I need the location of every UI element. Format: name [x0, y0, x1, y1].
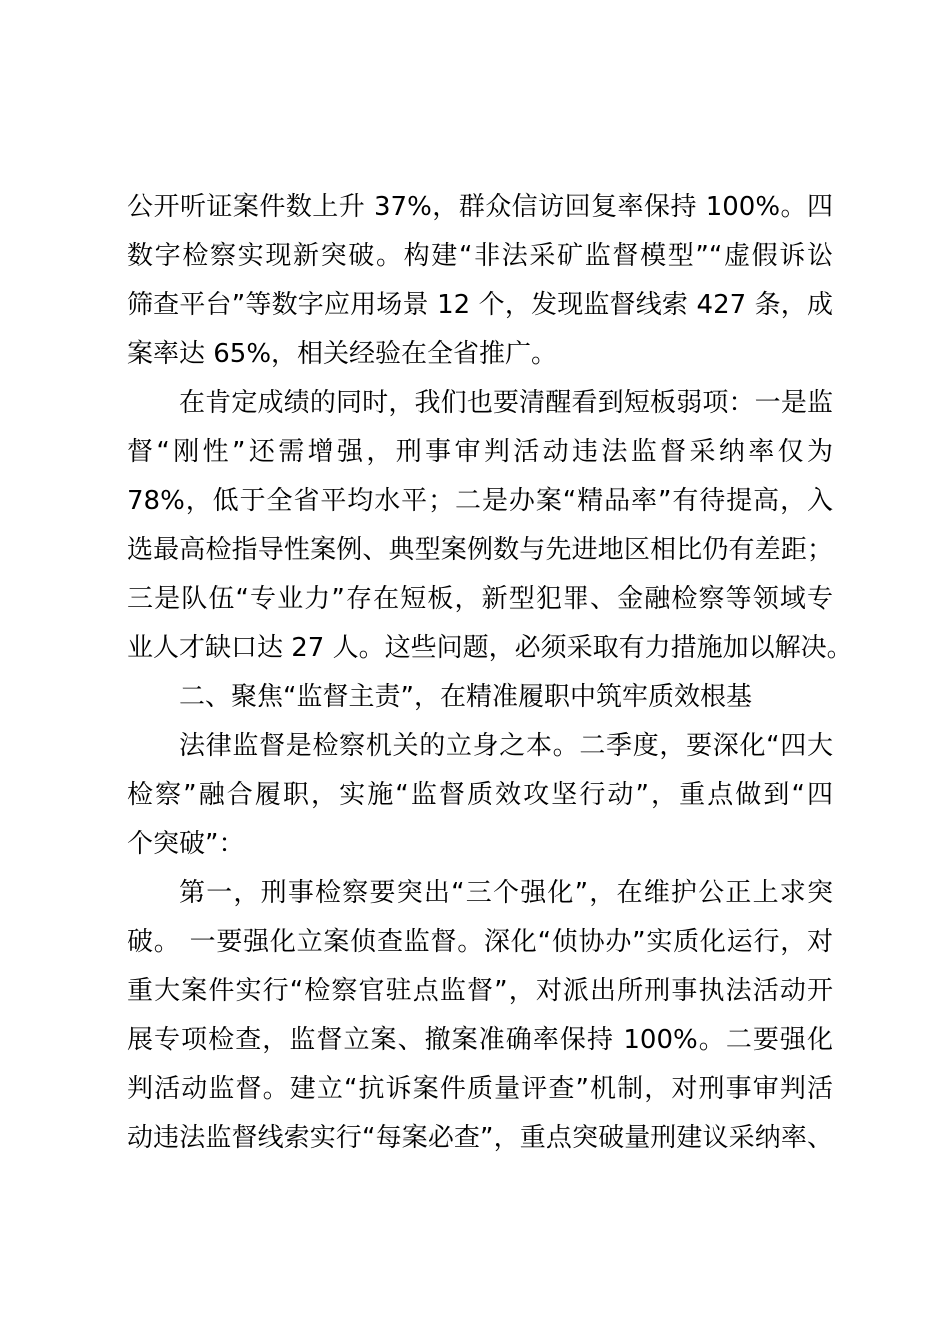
- section-heading: 二、聚焦“监督主责”，在精准履职中筑牢质效根基: [179, 682, 752, 712]
- paragraph-line: 业人才缺口达 27 人。这些问题，必须采取有力措施加以解决。: [127, 633, 853, 663]
- paragraph-line: 破。 一要强化立案侦查监督。深化“侦协办”实质化运行，对: [127, 927, 833, 957]
- paragraph-line: 筛查平台”等数字应用场景 12 个，发现监督线索 427 条，成: [127, 290, 833, 320]
- paragraph-line: 法律监督是检察机关的立身之本。二季度，要深化“四大: [179, 731, 833, 761]
- paragraph-line: 判活动监督。建立“抗诉案件质量评查”机制，对刑事审判活: [127, 1074, 833, 1104]
- paragraph-line: 督“刚性”还需增强，刑事审判活动违法监督采纳率仅为: [127, 437, 833, 467]
- paragraph-line: 第一，刑事检察要突出“三个强化”，在维护公正上求突: [179, 878, 833, 908]
- paragraph-line: 检察”融合履职，实施“监督质效攻坚行动”，重点做到“四: [127, 780, 833, 810]
- paragraph-line: 动违法监督线索实行“每案必查”，重点突破量刑建议采纳率、: [127, 1123, 833, 1153]
- paragraph-line: 个突破”：: [127, 829, 245, 859]
- document-body: [127, 183, 853, 1163]
- paragraph-line: 案率达 65%，相关经验在全省推广。: [127, 339, 558, 369]
- paragraph-line: 选最高检指导性案例、典型案例数与先进地区相比仍有差距；: [127, 535, 833, 565]
- paragraph-line: 78%，低于全省平均水平；二是办案“精品率”有待提高，入: [127, 486, 833, 516]
- paragraph-line: 数字检察实现新突破。构建“非法采矿监督模型”“虚假诉讼: [127, 241, 833, 271]
- paragraph-line: 三是队伍“专业力”存在短板，新型犯罪、金融检察等领域专: [127, 584, 833, 614]
- paragraph-line: 重大案件实行“检察官驻点监督”，对派出所刑事执法活动开: [127, 976, 833, 1006]
- paragraph-line: 公开听证案件数上升 37%，群众信访回复率保持 100%。四: [127, 192, 833, 222]
- paragraph-line: 在肯定成绩的同时，我们也要清醒看到短板弱项：一是监: [179, 388, 833, 418]
- paragraph-line: 展专项检查，监督立案、撤案准确率保持 100%。二要强化: [127, 1025, 833, 1055]
